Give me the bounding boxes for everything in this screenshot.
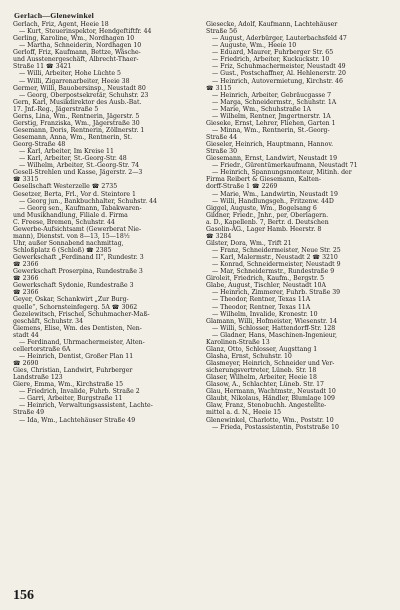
- directory-entry-line: Glau, Hermann, Wachtmstr., Neustadt 10: [206, 388, 336, 396]
- directory-entry-line: Giroleit, Friedrich, Kaufm., Bergstr. 5: [206, 275, 325, 283]
- directory-entry-line: Gieseke, Ernst, Lehrer, Fliehen, Garten 1: [206, 119, 336, 127]
- directory-entry-line: — Garri, Arbeiter, Burgstraße 11: [19, 395, 123, 403]
- directory-entry-line: 17. Jnf.-Reg., Jägerstraße 5: [13, 105, 99, 113]
- directory-entry-line: ☎ 3284: [206, 232, 232, 240]
- directory-entry-line: — Marie, Wm., Schuhstraße 1A: [212, 105, 311, 113]
- directory-entry-line: ☎ 2366: [13, 275, 39, 283]
- directory-entry-line: — Eduard, Maurer, Fuhrberger Str. 65: [212, 49, 334, 57]
- directory-entry-line: — Ferdinand, Uhrmachermeister, Alten-: [19, 338, 145, 346]
- directory-entry-line: Gilster, Dora, Wm., Trift 21: [206, 239, 292, 247]
- directory-entry-line: Gasolin-AG., Lager Hamb. Heerstr. 8: [206, 225, 322, 233]
- directory-entry-line: Straße 11 ☎ 3421: [13, 63, 72, 71]
- directory-entry-line: — Auguste, Wm., Heeie 10: [212, 42, 297, 50]
- directory-entry-line: Straße 30: [206, 148, 238, 156]
- directory-entry-line: und Ausstenergeschäft, Albrecht-Thaer-: [13, 56, 139, 64]
- directory-entry-line: — Frieda, Postassistentin, Poststraße 10: [212, 423, 339, 431]
- directory-entry-line: Glanz, Otto, Schlosser, Augsttang 1: [206, 345, 318, 353]
- directory-entry-line: — Ida, Wm., Lachtehäuser Straße 49: [19, 416, 136, 424]
- directory-entry-line: Gesell-Strehlen und Kasse, Jägerstr. 2—3: [13, 169, 143, 177]
- directory-entry-line: — Wilhelm, Arbeiter, St.-Georg-Str. 74: [19, 162, 140, 170]
- directory-entry-line: — Willi, Schlosser, Hattendorff-Str. 128: [212, 324, 336, 332]
- directory-entry-line: sicherungsvertreter, Lüneb. Str. 18: [206, 367, 317, 375]
- directory-entry-line: — Georg jun., Bankbuchhalter, Schuhstr. 44: [19, 197, 157, 205]
- directory-entry-line: Straße 56: [206, 28, 238, 36]
- directory-entry-line: Firma Reibert & Giesemann, Kalten-: [206, 176, 321, 184]
- directory-entry-line: Gewerkschaft „Ferdinand II“, Rundestr. 3: [13, 254, 144, 262]
- directory-entry-line: stadt 44: [13, 331, 39, 339]
- directory-entry-line: Germer, Willi, Bauobersinsp., Neustadt 80: [13, 84, 146, 92]
- directory-entry-line: — Georg sen., Kaufmann, Tabakwaren-: [19, 204, 142, 212]
- left-column: [13, 21, 191, 606]
- directory-entry-line: — Theodor, Rentner, Texas 11A: [212, 303, 311, 311]
- directory-entry-line: Gewerkschaft Proserpina, Rundestraße 3: [13, 268, 143, 276]
- directory-entry-line: — Willi, Zigarrenarbeiter, Heeie 38: [19, 77, 130, 85]
- directory-entry-line: Gildner, Friedr., Jnhr., per, Oberlagern.: [206, 211, 329, 219]
- directory-entry-line: — Martha, Schneiderin, Nordhagen 10: [19, 42, 142, 50]
- directory-entry-line: C. Freese, Bremen, Schuhstr. 44: [13, 218, 115, 226]
- directory-entry-line: Gerlach, Friz, Agent, Heeie 18: [13, 21, 109, 28]
- directory-entry-line: — Minna, Wm., Rentnerin, St.-Georg-: [212, 126, 330, 134]
- directory-entry-line: — Heinrich, Verwaltungsassistent, Lachte-: [19, 402, 153, 410]
- directory-entry-line: Giesecke, Adolf, Kaufmann, Lachtehäuser: [206, 21, 338, 28]
- directory-entry-line: — Karl, Malermstr., Neustadt 2 ☎ 3210: [212, 254, 338, 262]
- directory-entry-line: — Gladner, Hans, Maschinen-Ingenieur,: [212, 331, 338, 339]
- directory-entry-line: Gerling, Karoline, Wm., Nordhagen 10: [13, 35, 135, 43]
- directory-entry-line: ☎ 3115: [206, 84, 232, 92]
- directory-entry-line: — Kurt, Steuerinspektor, Hendgeftiftfr. 44: [19, 28, 152, 36]
- directory-entry-line: — Georg, Oberpostsekretär, Schuhstr. 23: [19, 91, 149, 99]
- directory-entry-line: mann), Dienstst. von 8—13, 15—18½: [13, 232, 130, 240]
- directory-entry-line: — Heinrich, Spannungsmonteur, Mitinh. der: [212, 169, 352, 177]
- directory-entry-line: Karolinen-Straße 13: [206, 338, 270, 346]
- directory-entry-line: Gern, Karl, Musikdirektor des Ausb.-Bat.: [13, 98, 142, 106]
- directory-entry-line: Glasmeyer, Heinrich, Schneider und Ver-: [206, 360, 335, 367]
- directory-entry-line: und Musikhandlung, Filiale d. Firma: [13, 211, 128, 219]
- directory-entry-line: geschäft, Schuhstr. 34: [13, 317, 84, 325]
- directory-entry-line: — Wilhelm, Invalide, Kronestr. 10: [212, 310, 318, 318]
- directory-entry-line: Gerstig, Franziska, Wm., Jägerstraße 30: [13, 119, 140, 127]
- directory-entry-line: cellertorstraße 6A: [13, 345, 71, 353]
- directory-entry-line: — Heinrich, Zimmerer, Fuhrb. Straße 39: [212, 289, 341, 297]
- directory-entry-line: Glaw, Franz, Stenobuchh. Angestellte-: [206, 402, 327, 410]
- directory-entry-line: — Karl, Arbeiter, Im Kreise 11: [19, 148, 114, 156]
- directory-entry-line: Giesemann, Ernst, Landwirt, Neustadt 19: [206, 155, 338, 163]
- directory-entry-line: Glabe, August, Tischler, Neustadt 10A: [206, 282, 326, 290]
- page-number: 156: [13, 588, 34, 603]
- directory-entry-line: Gies, Christian, Landwirt, Fuhrberger: [13, 367, 133, 375]
- directory-entry-line: Georg-Straße 48: [13, 141, 66, 149]
- directory-entry-line: — Theodor, Rentner, Texas 11A: [212, 296, 311, 304]
- directory-entry-line: Gerns, Lina, Wm., Rentnerin, Jägerstr. 5: [13, 112, 140, 120]
- directory-entry-line: Schloßplatz 6 (Schloß) ☎ 2385: [13, 247, 112, 254]
- directory-entry-line: Glaser, Wilhelm, Arbeiter, Heeie 18: [206, 374, 317, 382]
- directory-entry-line: Glasha, Ernst, Schuhstr. 10: [206, 352, 292, 360]
- directory-entry-line: Giemens, Elise, Wm. des Dentisten, Nen-: [13, 324, 142, 332]
- directory-entry-line: Giere, Emma, Wm., Kirchstraße 15: [13, 381, 124, 389]
- directory-entry-line: — Friedr., Gürentümerkaufmann, Neustadt 71: [212, 162, 358, 170]
- directory-entry-line: — Marga, Schneidermstr., Schuhstr. 1A: [212, 98, 337, 106]
- running-header: Gerlach—Glenewinkel: [14, 11, 95, 20]
- directory-entry-line: — Franz, Schneidermeister, Neue Str. 25: [212, 247, 341, 254]
- directory-entry-line: — Willi, Arbeiter, Hohe Lüchte 5: [19, 70, 121, 78]
- directory-entry-line: — Friz, Schuhmachermeister, Neustadt 49: [212, 63, 346, 71]
- directory-entry-line: — Willi, Handlungsgeh., Fritzenw. 44D: [212, 197, 334, 205]
- directory-entry-line: Gesemann, Anna, Wm., Rentnerin, St.: [13, 134, 133, 141]
- directory-entry-line: ☎ 2366: [13, 289, 39, 297]
- directory-entry-line: ☎ 2690: [13, 360, 39, 367]
- directory-entry-line: Gewerkschaft Sydonie, Rundestraße 3: [13, 282, 134, 290]
- directory-entry-line: Giggel, Auguste, Wm., Bogelsang 6: [206, 204, 317, 212]
- directory-entry-line: a. D., Kapellenb. 7, Bertr. d. Deutschen: [206, 218, 329, 226]
- directory-entry-line: Gesellschaft Westerzelle ☎ 2735: [13, 183, 118, 191]
- directory-entry-line: Glenewinkel, Charlotte, Wm., Poststr. 10: [206, 416, 334, 424]
- directory-entry-line: Straße 44: [206, 134, 238, 141]
- directory-entry-line: Gerloff, Friz, Kaufmann, Bettze, Wäsche-: [13, 49, 141, 57]
- directory-entry-line: — Konrad, Schneidermeister, Neustadt 9: [212, 261, 341, 269]
- right-column: [206, 21, 384, 606]
- directory-entry-line: Gesemann, Doris, Rentnerin, Zöllnerstr. 1: [13, 126, 145, 134]
- directory-entry-line: mittel a. d. N., Heeie 15: [206, 409, 282, 417]
- directory-entry-line: — Gust., Postschaffner, Al. Hehlenerstr. 20: [212, 70, 346, 78]
- directory-entry-line: Gesetzer, Berta, Frl., Vor d. Steintore 1: [13, 190, 136, 198]
- directory-entry-line: — Heinrich, Autovermietung, Kirchstr. 46: [212, 77, 343, 85]
- directory-entry-line: — Friedrich, Arbeiter, Kuckuckstr. 10: [212, 56, 330, 64]
- directory-entry-line: Geyer, Oskar, Schankwirt „Zur Burg-: [13, 296, 129, 304]
- directory-entry-line: — Friedrich, Invalide, Fuhrb. Straße 2: [19, 388, 140, 396]
- directory-entry-line: quelle“, Schornsteinfegerg. 5A ☎ 3062: [13, 303, 138, 311]
- directory-entry-line: — Wilhelm, Rentner, Jmgertnerstr. 1A: [212, 112, 331, 120]
- directory-entry-line: Glaubt, Nikolaus, Händler, Blumlage 109: [206, 395, 335, 403]
- directory-entry-line: Landstraße 123: [13, 374, 63, 382]
- directory-entry-line: ☎ 2366: [13, 261, 39, 269]
- directory-entry-line: — Heinrich, Arbeiter, Gebräucgasse 7: [212, 91, 332, 99]
- directory-entry-line: — Marie, Wm., Landwirtin, Neustadt 19: [212, 190, 338, 198]
- directory-entry-line: — Mar, Schneidermstr., Rundestraße 9: [212, 268, 335, 276]
- directory-entry-line: Glasow, A., Schlachter, Lüneb. Str. 17: [206, 381, 324, 389]
- directory-entry-line: — August, Aderbürger, Lauterbachsfeld 47: [212, 35, 347, 43]
- directory-entry-line: — Heinrich, Dentist, Großer Plan 11: [19, 352, 134, 360]
- directory-entry-line: Straße 49: [13, 409, 45, 417]
- directory-entry-line: Gewerbe-Aufsichtsamt (Gewerberat Nie-: [13, 225, 142, 233]
- directory-entry-line: Gieseler, Heinrich, Hauptmann, Hannov.: [206, 141, 334, 149]
- directory-entry-line: — Karl, Arbeiter, St.-Georg-Str. 48: [19, 155, 127, 163]
- directory-entry-line: Uhr, außer Sonnabend nachmittag,: [13, 239, 124, 247]
- directory-entry-line: Gezelewitsch, Frischel, Schuhmacher-Maß-: [13, 310, 150, 318]
- directory-entry-line: Glamann, Willi, Hofmeister, Wiesenstr. 14: [206, 317, 338, 325]
- directory-entry-line: dorff-Straße 1 ☎ 2269: [206, 183, 278, 191]
- directory-entry-line: ☎ 3315: [13, 176, 39, 184]
